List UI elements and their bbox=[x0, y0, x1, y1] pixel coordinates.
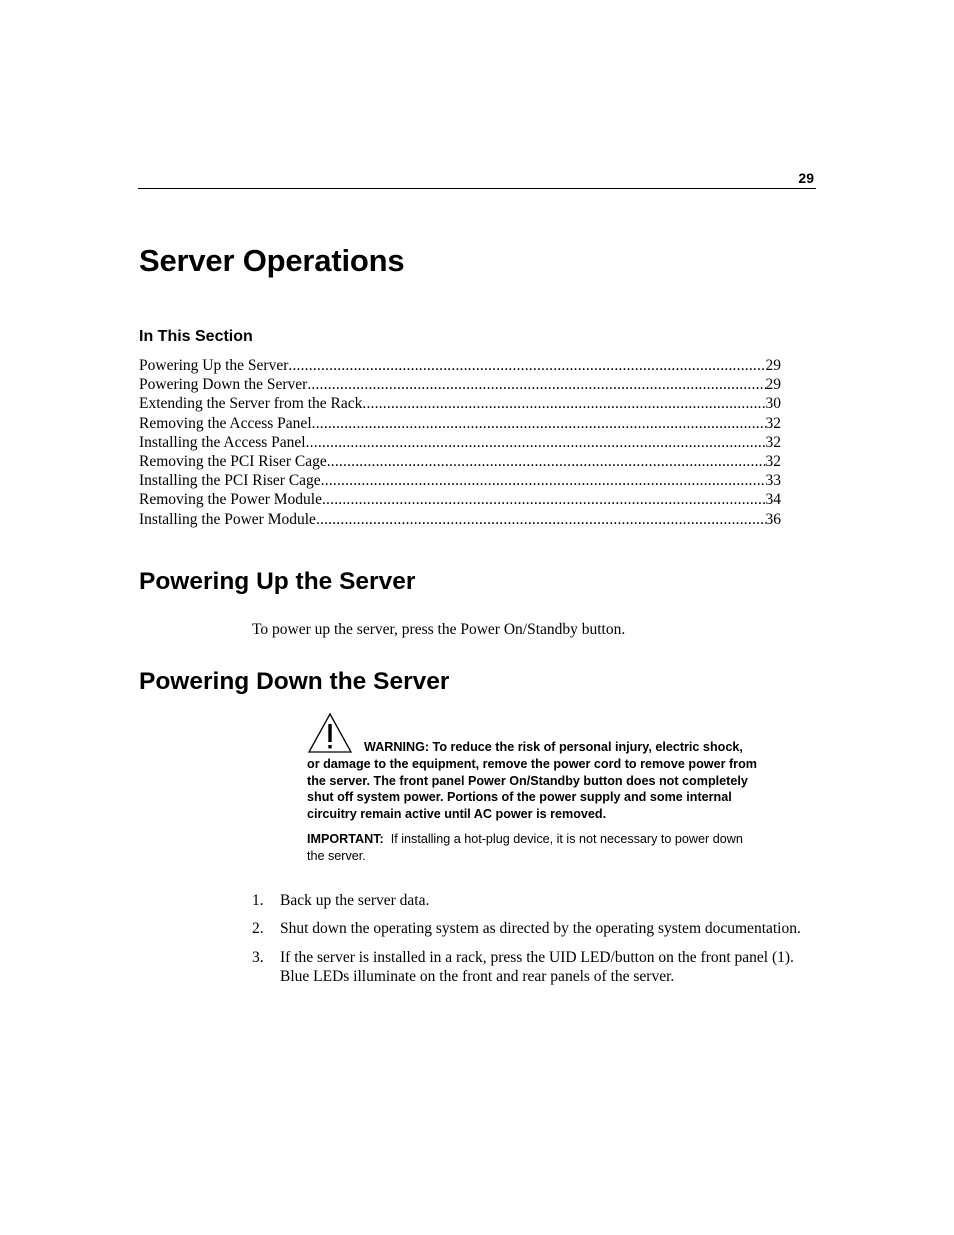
toc-entry-page[interactable]: 29 bbox=[765, 376, 781, 394]
chapter-title: Server Operations bbox=[139, 243, 405, 278]
toc-entry[interactable] bbox=[139, 375, 781, 394]
toc-leader-dots bbox=[321, 471, 766, 490]
warning-triangle-icon bbox=[307, 712, 353, 754]
step-number: 1. bbox=[252, 892, 264, 909]
important-note bbox=[307, 831, 757, 865]
toc-leader-dots bbox=[362, 394, 765, 413]
toc-entry-title[interactable]: Powering Up the Server bbox=[139, 357, 289, 374]
toc-entry-page[interactable]: 32 bbox=[765, 452, 781, 470]
toc-leader-dots bbox=[327, 452, 766, 471]
toc-entry-page[interactable]: 34 bbox=[765, 491, 781, 509]
toc-entry-page[interactable]: 30 bbox=[765, 395, 781, 413]
toc-entry[interactable] bbox=[139, 356, 781, 375]
toc-leader-dots bbox=[288, 356, 765, 375]
toc-leader-dots bbox=[316, 510, 766, 529]
toc-entry-title[interactable]: Removing the PCI Riser Cage bbox=[139, 452, 327, 470]
step-text: Shut down the operating system as directed by the operating system documentation. bbox=[280, 920, 801, 938]
toc-leader-dots bbox=[307, 375, 765, 394]
toc-entry-title[interactable]: Removing the Access Panel bbox=[139, 414, 312, 432]
toc-entry[interactable] bbox=[139, 394, 781, 413]
list-item bbox=[252, 948, 812, 987]
header-rule bbox=[138, 188, 816, 189]
toc-entry-title[interactable]: Installing the PCI Riser Cage bbox=[139, 472, 321, 490]
step-text: If the server is installed in a rack, press the UID LED/button on the front panel (1). Blue LEDs illuminate on the front and rear panels of the server. bbox=[280, 948, 794, 985]
toc-leader-dots bbox=[306, 433, 766, 452]
power-down-steps bbox=[252, 891, 812, 995]
toc-entry-page[interactable]: 32 bbox=[765, 414, 781, 432]
toc-entry-page[interactable]: 36 bbox=[765, 510, 781, 528]
powering-down-heading: Powering Down the Server bbox=[139, 668, 450, 695]
powering-up-text: To power up the server, press the Power On/Standby button. bbox=[252, 621, 626, 638]
toc-entry-page[interactable]: 33 bbox=[765, 472, 781, 490]
in-this-section-label: In This Section bbox=[139, 328, 253, 345]
toc-entry-title[interactable]: Installing the Access Panel bbox=[139, 433, 306, 451]
toc-entry-title[interactable]: Powering Down the Server bbox=[139, 376, 308, 394]
important-text: If installing a hot-plug device, it is not necessary to power down the server. bbox=[307, 831, 743, 863]
toc-entry-page[interactable]: 32 bbox=[765, 433, 781, 451]
toc-entry-title[interactable]: Extending the Server from the Rack bbox=[139, 395, 363, 413]
toc-entry[interactable] bbox=[139, 490, 781, 509]
toc-leader-dots bbox=[322, 490, 766, 509]
toc-entry-page[interactable]: 29 bbox=[765, 357, 781, 374]
important-label: IMPORTANT: bbox=[307, 831, 384, 846]
step-number: 3. bbox=[252, 948, 264, 966]
toc-entry[interactable] bbox=[139, 510, 781, 529]
toc-leader-dots bbox=[312, 414, 766, 433]
step-text: Back up the server data. bbox=[280, 892, 430, 909]
powering-up-heading: Powering Up the Server bbox=[139, 568, 416, 595]
section-toc bbox=[139, 356, 781, 529]
warning-text: WARNING: To reduce the risk of personal injury, electric shock, or damage to the equipment, remove the power cord to remove power from the server. The front panel Power On/Standby button does not completely shut off system power. Portions of the power supply and some internal circuitry remain active until AC power is removed. bbox=[307, 740, 757, 822]
toc-entry-title[interactable]: Removing the Power Module bbox=[139, 491, 322, 509]
step-number: 2. bbox=[252, 920, 264, 938]
toc-entry[interactable] bbox=[139, 414, 781, 433]
toc-entry[interactable] bbox=[139, 471, 781, 490]
page-number: 29 bbox=[798, 170, 814, 186]
warning-note bbox=[307, 712, 757, 865]
list-item bbox=[252, 919, 812, 938]
toc-entry-title[interactable]: Installing the Power Module bbox=[139, 510, 316, 528]
toc-entry[interactable] bbox=[139, 452, 781, 471]
toc-entry[interactable] bbox=[139, 433, 781, 452]
list-item bbox=[252, 891, 812, 910]
